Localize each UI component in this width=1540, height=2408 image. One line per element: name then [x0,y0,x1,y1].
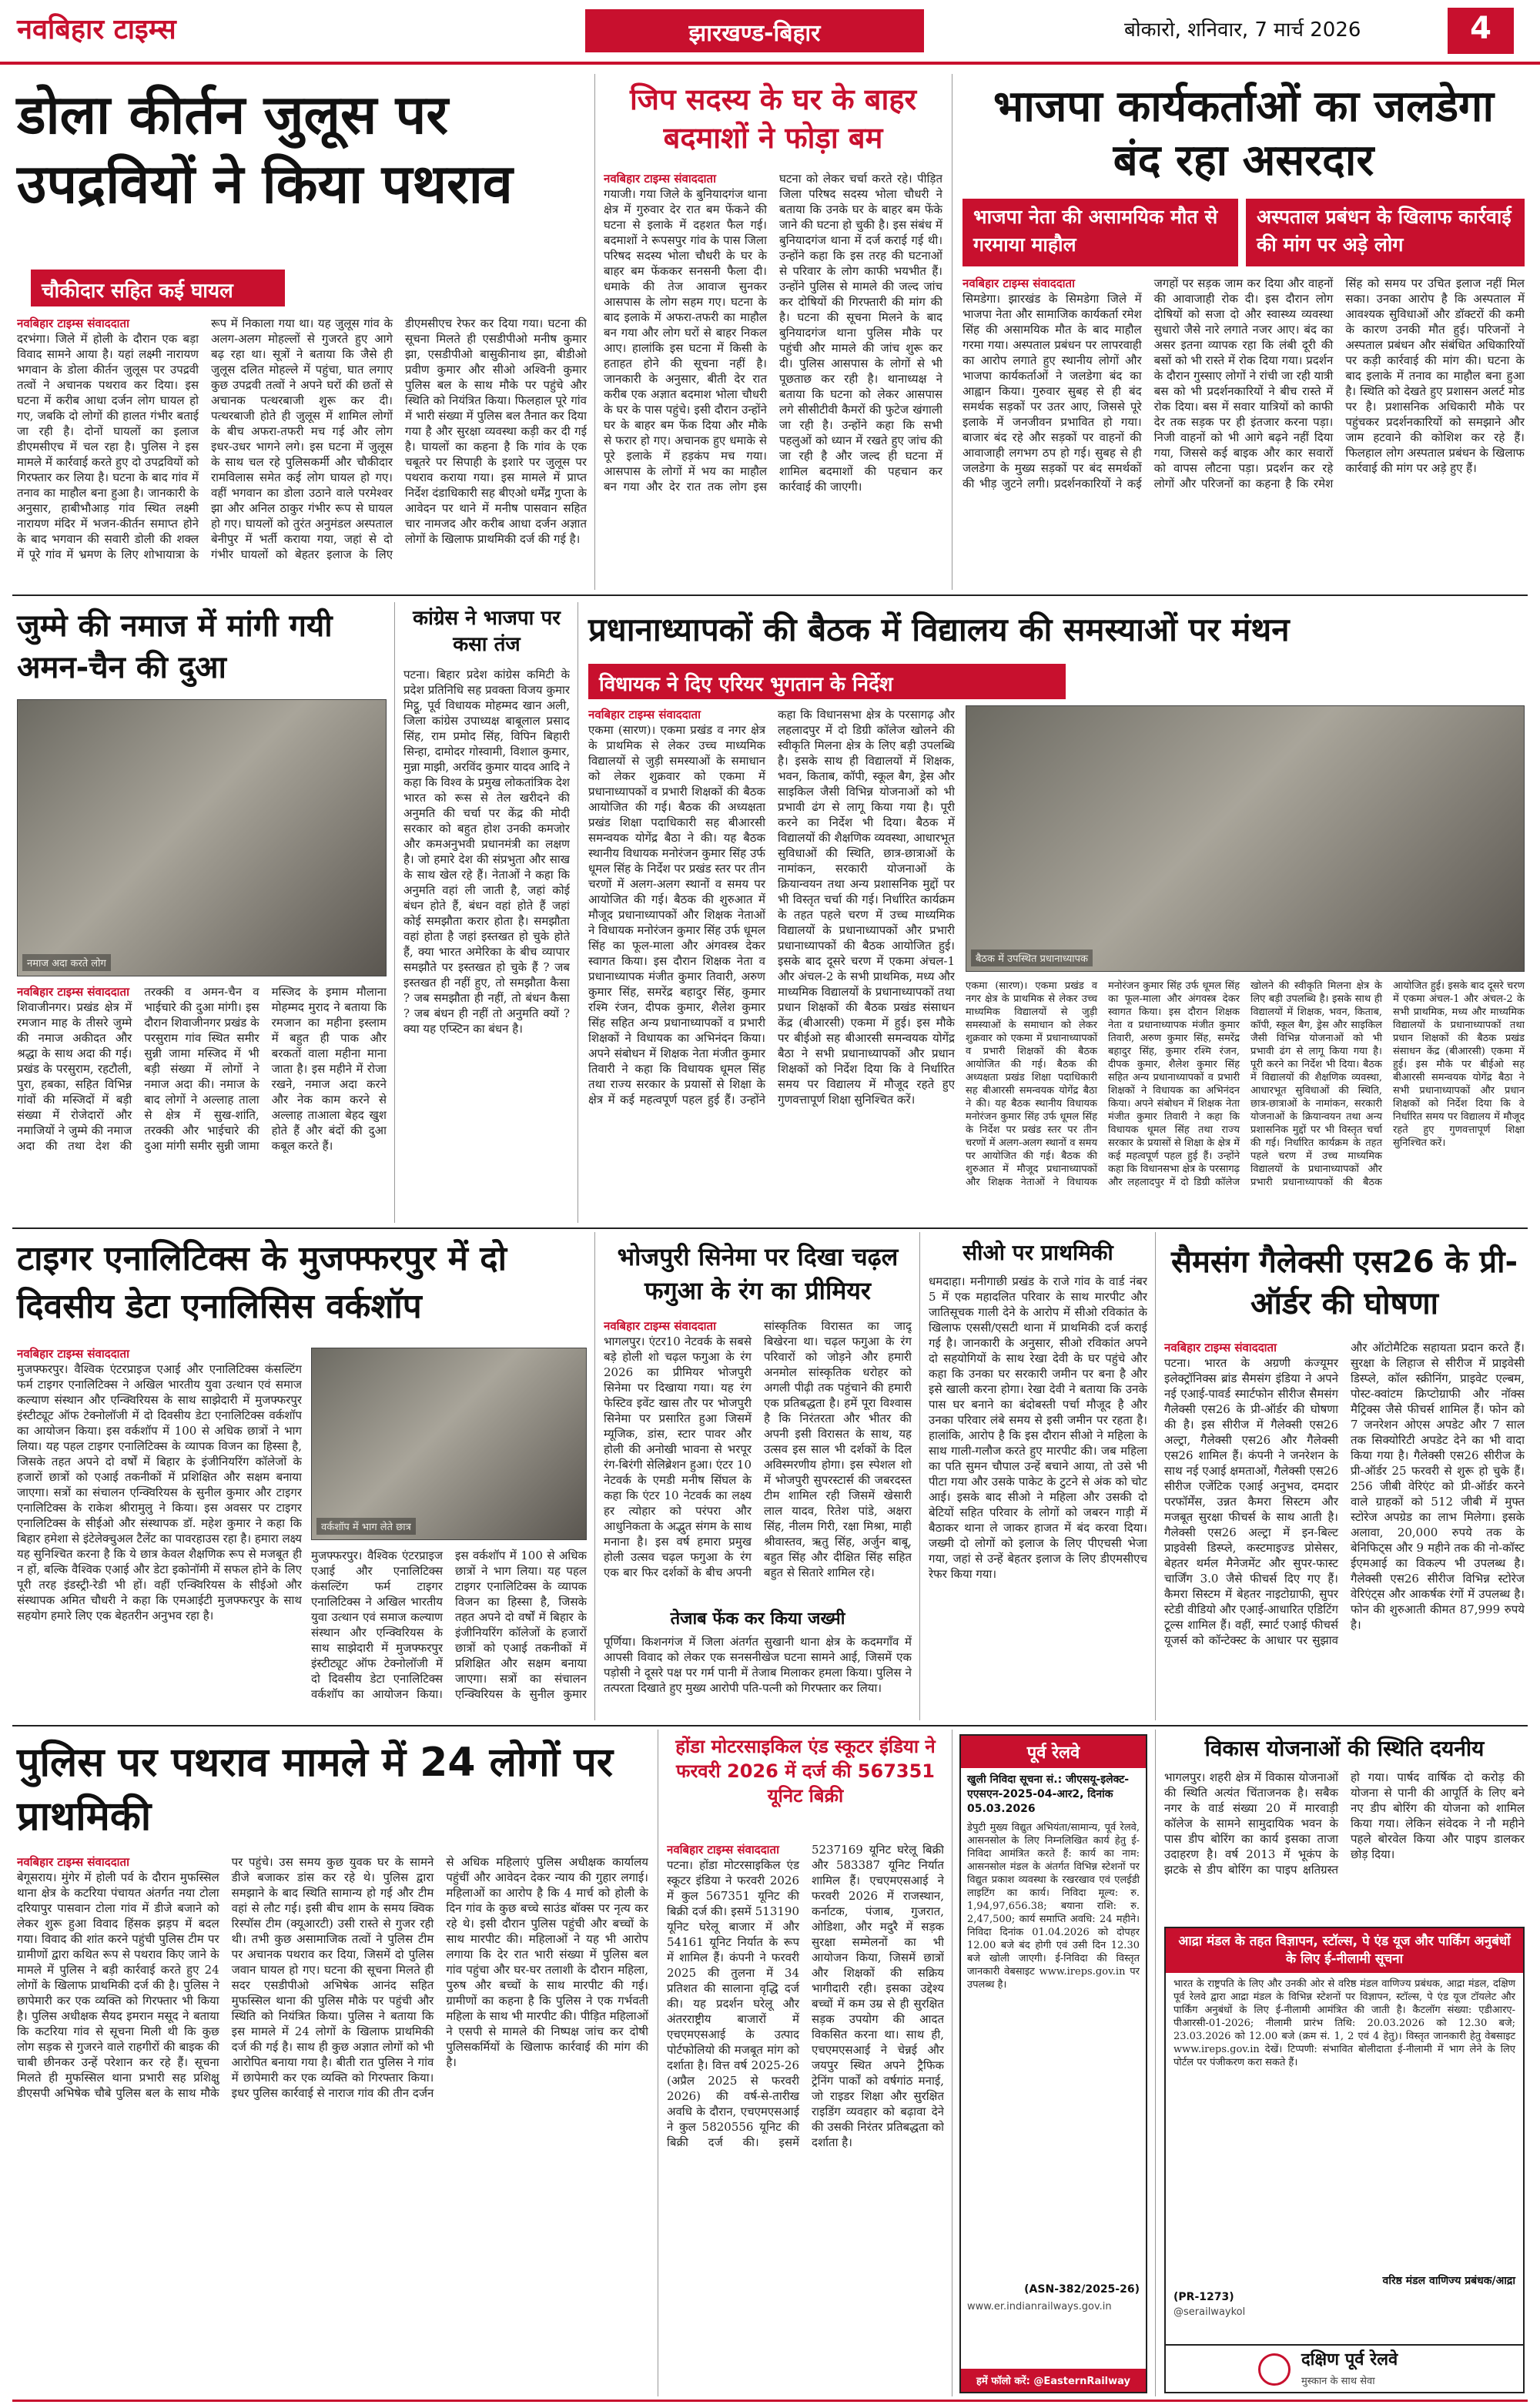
auction-sign: वरिष्ठ मंडल वाणिज्य प्रबंधक/आद्रा [1382,2275,1515,2287]
school-story-left [588,707,955,1215]
samsung-byline: नवबिहार टाइम्स संवाददाता [1164,1341,1277,1355]
bjp-subhead-2: अस्पताल प्रबंधन के खिलाफ कार्रवाई की मांग पर अड़े लोग [1246,199,1525,266]
col-divider [594,74,595,590]
tiger-body: मुजफ्फरपुर। वैश्विक एंटरप्राइज एआई और एनालिटिक्स कंसल्टिंग फर्म टाइगर एनालिटिक्स ने अखिल भारतीय युवा उत्थान एवं समाज कल्याण संस्थान और एन्क्विरियस के साथ साझेदारी में मुजफ्फरपुर इंस्टीट्यूट ऑफ टेक्नोलॉजी में दो दिवसीय डेटा एनालिटिक्स वर्कशॉप का आयोजन किया। इस वर्कशॉप में 100 से अधिक छात्रों ने भाग लिया। यह पहल टाइगर एनालिटिक्स के व्यापक विजन का हिस्सा है, जिसके तहत अपने दो वर्षों में बिहार के इंजीनियरिंग कॉलेजों के हजारों छात्रों को एआई तकनीकों में प्रशिक्षित और सक्षम बनाया जाएगा। सत्रों का संचालन एन्क्विरियस के सुनील कुमार और टाइगर एनालिटिक्स के राकेश श्रीरामुलु ने किया। इस अवसर पर टाइगर एनालिटिक्स के सीईओ और संस्थापक डॉ. महेश कुमार ने कहा कि बिहार हमेशा से इंटेलेक्चुअल टैलेंट का पावरहाउस रहा है। हमारा लक्ष्य यह सुनिश्चित करना है कि ये छात्र केवल शैक्षणिक रूप से मजबूत ही न हों, बल्कि वैश्विक एआई और डेटा इकोनॉमी में सफल होने के लिए पूरी तरह इंडस्ट्री-रेडी भी हों। वहीं एन्क्विरियस के सीईओ और संस्थापक अमित चौधरी ने कहा कि एमआईटी मुजफ्फरपुर के साथ सहयोग हमारे लिए एक बेहतरीन अनुभव रहा है। [17,1362,302,1623]
bjp-headline: भाजपा कार्यकर्ताओं का जलडेगा बंद रहा असरदार [993,82,1494,186]
page-bottom-rule [12,2400,1528,2402]
police-body: बेगूसराय। मुंगेर में होली पर्व के दौरान मुफस्सिल थाना क्षेत्र के कटरिया पंचायत अंतर्गत नया टोला दरियापुर पासवान टोला गांव में डीजे बजाने को लेकर शुरू हुआ विवाद हिंसक झड़प में बदल गया। विवाद की शांत करने पहुंची पुलिस टीम पर ग्रामीणों द्वारा कथित रूप से पथराव किए जाने के मामले में पुलिस ने बड़ी कार्रवाई करते हुए 24 लोगों के खिलाफ प्राथमिकी दर्ज की है। पुलिस ने छापेमारी कर एक व्यक्ति को गिरफ्तार भी किया है। पुलिस अधीक्षक सैयद इमरान मसूद ने बताया कि कटरिया गांव से सूचना मिली थी कि कुछ लोग सड़क से गुजरने वाले राहगीरों की बाइक की चाबी छीनकर उन्हें परेशान कर रहे हैं। सूचना मिलते ही मुफस्सिल थाना प्रभारी सह प्रशिक्षु डीएसपी अभिषेक चौबे पुलिस बल के साथ मौके पर पहुंचे। उस समय कुछ युवक घर के सामने डीजे बजाकर डांस कर रहे थे। पुलिस द्वारा समझाने के बाद स्थिति सामान्य हो गई और टीम वहां से लौट गई। इसी बीच शाम के समय क्विक रिस्पॉस टीम (क्यूआरटी) उसी रास्ते से गुजर रही थी। तभी कुछ असामाजिक तत्वों ने पुलिस टीम पर अचानक पथराव कर दिया, जिसमें दो पुलिस जवान घायल हो गए। घटना की सूचना मिलते ही सदर एसडीपीओ अभिषेक आनंद सहित मुफस्सिल थाना की पुलिस मौके पर पहुंची और स्थिति को नियंत्रित किया। पुलिस ने बताया कि इस मामले में 24 लोगों के खिलाफ प्राथमिकी दर्ज की गई है। साथ ही कुछ अज्ञात लोगों को भी आरोपित बनाया गया है। बीती रात पुलिस ने गांव में छापेमारी कर एक व्यक्ति को गिरफ्तार किया। इधर पुलिस कार्रवाई से नाराज गांव की तीन दर्जन से अधिक महिलाएं पुलिस अधीक्षक कार्यालय पहुंचीं और आवेदन देकर न्याय की गुहार लगाई। महिलाओं का आरोप है कि 4 मार्च को होली के दिन गांव के कुछ बच्चे साउंड बॉक्स पर नृत्य कर रहे थे। इसी दौरान पुलिस पहुंची और बच्चों के साथ मारपीट की। महिलाओं ने यह भी आरोप लगाया कि देर रात भारी संख्या में पुलिस बल गांव पहुंचा और घर-घर तलाशी के दौरान महिला, पुरुष और बच्चों के साथ मारपीट की गई। ग्रामीणों का कहना है कि पुलिस ने एक गर्भवती महिला के साथ भी मारपीट की। पीड़ित महिलाओं ने एसपी से मामले की निष्पक्ष जांच कर दोषी पुलिसकर्मियों के खिलाफ कार्रवाई की मांग की है। [17,1855,648,2100]
auction-heading: आद्रा मंडल के तहत विज्ञापन, स्टॉल्स, पे एंड यूज और पार्किंग अनुबंधों के लिए ई-नीलामी सूचना [1166,1928,1523,1973]
lead-story [17,316,587,585]
lead-headline: डोला कीर्तन जुलूस पर उपद्रवियों ने किया पथराव [17,83,513,216]
bjp-subhead-1: भाजपा नेता की असामयिक मौत से गरमाया माहौल [962,199,1238,266]
school-story-right [966,980,1525,1215]
section-banner: झारखण्ड-बिहार [585,9,924,52]
tender-title: पूर्व रेलवे [961,1736,1146,1768]
railway-logo-icon [1258,2353,1291,2386]
samsung-headline: सैमसंग गैलेक्सी एस26 के प्री-ऑर्डर की घोषणा [1170,1244,1518,1321]
school-subhead: विधायक ने दिए एरियर भुगतान के निर्देश [588,664,1066,699]
lead-byline: नवबिहार टाइम्स संवाददाता [17,316,129,330]
congress-headline: कांग्रेस ने भाजपा पर कसा तंज [413,607,561,656]
row-divider [12,1227,1528,1229]
tender-heading: खुली निविदा सूचना सं.: जीएसयू-इलेक्ट-एएसएन-2025-04-आर2, दिनांक 05.03.2026 [967,1773,1130,1815]
row-divider [12,1725,1528,1726]
col-divider [594,1232,595,1720]
bomb-story [604,171,942,587]
row-divider [12,594,1528,596]
bjp-body: सिमडेगा। झारखंड के सिमडेगा जिले में भाजपा नेता और सामाजिक कार्यकर्ता रमेश सिंह की असामयिक मौत के बाद माहौल गरमा गया। अस्पताल प्रबंधन पर लापरवाही का आरोप लगाते हुए स्थानीय लोगों और भाजपा कार्यकर्ताओं ने जलडेगा बंद का आह्वान किया। गुरुवार सुबह से ही बंद समर्थक सड़कों पर उतर आए, जिससे पूरे इलाके में जनजीवन प्रभावित हो गया। बाजार बंद रहे और सड़कों पर वाहनों की आवाजाही लगभग ठप हो गई। सुबह से ही जलडेगा के मुख्य सड़कों पर बंद समर्थकों की भीड़ जुटने लगी। प्रदर्शनकारियों ने कई जगहों पर सड़क जाम कर दिया और वाहनों की आवाजाही रोक दी। इस दौरान लोग दोषियों को सजा दो और स्वास्थ्य व्यवस्था सुधारो जैसे नारे लगाते नजर आए। बंद का असर इतना व्यापक रहा कि लंबी दूरी की बसों को भी रास्ते में रोक दिया गया। प्रदर्शन के दौरान गुस्साए लोगों ने रांची जा रही यात्री बस को भी प्रदर्शनकारियों ने बीच रास्ते में रोक दिया। बस में सवार यात्रियों को काफी देर तक सड़क पर ही इंतजार करना पड़ा। निजी वाहनों को भी आगे बढ़ने नहीं दिया गया, जिससे कई बाइक और कार सवारों को वापस लौटना पड़ा। प्रदर्शन कर रहे लोगों और परिजनों का कहना है कि रमेश सिंह को समय पर उचित इलाज नहीं मिल सका। उनका आरोप है कि अस्पताल में आवश्यक सुविधाओं और डॉक्टरों की कमी के कारण उनकी मौत हुई। परिजनों ने अस्पताल प्रबंधन और संबंधित अधिकारियों पर कड़ी कार्रवाई की मांग की। घटना के बाद इलाके में तनाव का माहौल बना हुआ है। स्थिति को देखते हुए प्रशासन अलर्ट मोड पर है। प्रशासनिक अधिकारी मौके पर पहुंचकर प्रदर्शनकारियों को समझाने और जाम हटवाने की कोशिश कर रहे हैं। फिलहाल लोग अस्पताल प्रबंधन के खिलाफ कार्रवाई की मांग पर अड़े हुए हैं। [962,276,1525,491]
school-headline: प्रधानाध्यापकों की बैठक में विद्यालय की समस्याओं पर मंथन [588,611,1290,648]
bhojpuri-headline: भोजपुरी सिनेमा पर दिखा चढ़ल फगुआ के रंग का प्रीमियर [617,1242,899,1305]
bhojpuri-body: भागलपुर। एंटर10 नेटवर्क के सबसे बड़े होली शो चढ़ल फगुआ के रंग 2026 का प्रीमियर भोजपुरी सिनेमा पर दिखाया गया। यह रंग फेस्टिव इवेंट खास तौर पर भोजपुरी सिनेमा पर प्रसारित हुआ जिसमें म्यूजिक, डांस, स्टार पावर और होली की अनोखी भावना से भरपूर रंग-बिरंगी सेलिब्रेशन हुआ। एंटर 10 नेटवर्क के एमडी मनीष सिंघल के कहा कि एंटर 10 नेटवर्क का लक्ष्य हर त्योहार को परंपरा और आधुनिकता के अद्भुत संगम के साथ मनाना है। इस वर्ष हमारा प्रमुख होली उत्सव चढ़ल फगुआ के रंग एक बार फिर दर्शकों के बीच अपनी सांस्कृतिक विरासत का जादू बिखेरना था। चढ़ल फगुआ के रंग परिवारों को जोड़ने और हमारी अनमोल सांस्कृतिक धरोहर को अगली पीढ़ी तक पहुंचाने की हमारी एक प्रतिबद्धता है। हमें पूरा विश्वास है कि निरंतरता और भीतर की अपनी इसी विरासत के साथ, यह उत्सव इस साल भी दर्शकों के दिल अविस्मरणीय होगा। इस स्पेशल शो में भोजपुरी सुपरस्टार्स की जबरदस्त टीम शामिल रही जिसमें खेसारी लाल यादव, रितेश पांडे, अक्षरा सिंह, नीलम गिरी, रक्षा मिश्रा, माही श्रीवास्तव, ऋतु सिंह, अर्जुन बाबू, बहुत सिंह और दीक्षित सिंह सहित बहुत से सितारे शामिल रहे। [604,1319,912,1579]
auction-code: (PR-1273) [1173,2290,1234,2303]
honda-story [667,1842,944,2393]
tender-code: (ASN-382/2025-26) [1024,2283,1140,2296]
railway-tagline: मुस्कान के साथ सेवा [1301,2376,1375,2387]
acid-body: पूर्णिया। किशनगंज में जिला अंतर्गत सुखानी थाना क्षेत्र के कदमगाँव में आपसी विवाद को लेकर एक सनसनीखेज घटना सामने आई, जिसमें एक पड़ोसी ने दूसरे पक्ष पर गर्म पानी में तेजाब मिलाकर हमला किया। पुलिस ने तत्परता दिखाते हुए मुख्य आरोपी पति-पत्नी को गिरफ्तार कर लिया। [604,1635,912,1695]
bjp-story [962,276,1525,587]
namaz-photo [17,699,387,976]
bjp-byline: नवबिहार टाइम्स संवाददाता [962,276,1075,290]
namaz-headline: जुम्मे की नमाज में मांगी गयी अमन-चैन की दुआ [17,608,333,685]
samsung-story [1164,1340,1525,1716]
col-divider [919,1232,920,1720]
namaz-byline: नवबिहार टाइम्स संवाददाता [17,985,129,999]
col-divider [394,602,395,1223]
page-number: 4 [1448,8,1514,54]
honda-body: पटना। होंडा मोटरसाइकिल एंड स्कूटर इंडिया ने फरवरी 2026 में कुल 567351 यूनिट की बिक्री दर्ज की। इसमें 513190 यूनिट घरेलू बाजार में और 54161 यूनिट निर्यात के रूप में शामिल हैं। कंपनी ने फरवरी 2025 की तुलना में 34 प्रतिशत की सालाना वृद्धि दर्ज की। यह प्रदर्शन घरेलू और अंतरराष्ट्रीय बाजारों में एचएमएसआई के उत्पाद पोर्टफोलियो की मजबूत मांग को दर्शाता है। वित्त वर्ष 2025-26 (अप्रैल 2025 से फरवरी 2026) की वर्ष-से-तारीख अवधि के दौरान, एचएमएसआई ने कुल 5820556 यूनिट की बिक्री दर्ज की। इसमें 5237169 यूनिट घरेलू बिक्री और 583387 यूनिट निर्यात शामिल हैं। एचएमएसआई ने फरवरी 2026 में राजस्थान, कर्नाटक, पंजाब, गुजरात, ओडिशा, और मदुरै में सड़क सुरक्षा सम्मेलनों का भी आयोजन किया, जिसमें छात्रों और शिक्षकों की सक्रिय भागीदारी रही। इसका उद्देश्य बच्चों में कम उम्र से ही सुरक्षित सड़क उपयोग की आदत विकसित करना था। साथ ही, एचएमएसआई ने चेन्नई और जयपुर स्थित अपने ट्रैफिक ट्रेनिंग पार्कों को वर्षगांठ मनाई, जो राइडर शिक्षा और सुरक्षित राइडिंग व्यवहार को बढ़ावा देने की उसकी निरंतर प्रतिबद्धता को दर्शाता है। [667,1843,944,2149]
school-photo [966,705,1525,972]
tiger-byline: नवबिहार टाइम्स संवाददाता [17,1347,129,1361]
school-body: एकमा (सारण)। एकमा प्रखंड व नगर क्षेत्र के प्राथमिक से लेकर उच्च माध्यमिक विद्यालयों से जुड़ी समस्याओं के समाधान को लेकर शुक्रवार को एकमा में प्रधानाध्यापकों व प्रभारी शिक्षकों की बैठक आयोजित की गई। बैठक की अध्यक्षता प्रखंड शिक्षा पदाधिकारी सह बीआरसी समन्वयक योगेंद्र बैठा ने की। यह बैठक स्थानीय विधायक मनोरंजन कुमार सिंह उर्फ धूमल सिंह के निर्देश पर प्रखंड स्तर पर तीन चरणों में अलग-अलग स्थानों व समय पर आयोजित की गई। बैठक की शुरुआत में मौजूद प्रधानाध्यापकों और शिक्षक नेताओं ने विधायक मनोरंजन कुमार सिंह उर्फ धूमल सिंह का फूल-माला और अंगवस्त्र देकर स्वागत किया। इस दौरान शिक्षक नेता व प्रधानाध्यापक मंजीत कुमार तिवारी, अरुण कुमार सिंह, समरेंद्र बहादुर सिंह, कुमार रश्मि रंजन, दीपक कुमार, शैलेश कुमार सिंह सहित अन्य प्रधानाध्यापकों व प्रभारी शिक्षकों ने विधायक का अभिनंदन किया। अपने संबोधन में शिक्षक नेता मंजीत कुमार तिवारी ने कहा कि विधायक धूमल सिंह तथा राज्य सरकार के प्रयासों से शिक्षा के क्षेत्र में कई महत्वपूर्ण पहल हुई हैं। उन्होंने कहा कि विधानसभा क्षेत्र के परसागढ़ और लहलादपुर में दो डिग्री कॉलेज खोलने की स्वीकृति मिलना क्षेत्र के लिए बड़ी उपलब्धि है। इसके साथ ही विद्यालयों में शिक्षक, भवन, किताब, कॉपी, स्कूल बैग, ड्रेस और साइकिल जैसी विभिन्न योजनाओं को भी प्रभावी ढंग से लागू किया गया है। पूरी करने का निर्देश भी दिया। बैठक में विद्यालयों की शैक्षणिक व्यवस्था, आधारभूत सुविधाओं की स्थिति, छात्र-छात्राओं के नामांकन, सरकारी योजनाओं के क्रियान्वयन तथा अन्य प्रशासनिक मुद्दों पर भी विस्तृत चर्चा की गई। निर्धारित कार्यक्रम के तहत पहले चरण में उच्च माध्यमिक विद्यालयों के प्रधानाध्यापकों और प्रभारी प्रधानाध्यापकों की बैठक आयोजित हुई। इसके बाद दूसरे चरण में एकमा अंचल-1 और अंचल-2 के सभी प्राथमिक, मध्य और माध्यमिक विद्यालयों के प्रधानाध्यापकों तथा प्रधान शिक्षकों की बैठक प्रखंड संसाधन केंद्र (बीआरसी) एकमा में हुई। इस मौके पर बीईओ सह बीआरसी समन्वयक योगेंद्र बैठा ने सभी प्रधानाध्यापकों और प्रधान शिक्षकों को निर्देश दिया कि वे निर्धारित समय पर विद्यालय में मौजूद रहते हुए गुणवत्तापूर्ण शिक्षा सुनिश्चित करें। [588,708,955,1107]
tender-site: www.er.indianrailways.gov.in [967,2300,1112,2313]
issue-date: बोकारो, शनिवार, 7 मार्च 2026 [1124,18,1361,42]
tiger-headline: टाइगर एनालिटिक्स के मुजफ्फरपुर में दो दिवसीय डेटा एनालिसिस वर्कशॉप [17,1239,507,1326]
bomb-body: गयाजी। गया जिले के बुनियादगंज थाना क्षेत्र में गुरुवार देर रात बम फेंकने की घटना से इलाके में दहशत फैल गई। बदमाशों ने रूपसपुर गांव के पास जिला परिषद सदस्य भोला चौधरी के घर के बाहर बम फेंककर सनसनी फैला दी। धमाके की तेज आवाज सुनकर आसपास के लोग सहम गए। घटना के बाद इलाके में अफरा-तफरी का माहौल बन गया और लोग घरों से बाहर निकल आए। हालांकि इस घटना में किसी के हताहत होने की सूचना नहीं है। जानकारी के अनुसार, बीती देर रात करीब एक अज्ञात बदमाश भोला चौधरी के घर के पास पहुंचे। इसी दौरान उन्होंने घर के बाहर बम फेंक दिया और मौके से फरार हो गए। अचानक हुए धमाके से पूरे इलाके में हड़कंप मच गया। आसपास के लोगों में भय का माहौल बन गया और देर रात तक लोग इस घटना को लेकर चर्चा करते रहे। पीड़ित जिला परिषद सदस्य भोला चौधरी ने बताया कि उनके घर के बाहर बम फेंके जाने की घटना हो चुकी है। इस संबंध में बुनियादगंज थाना में दर्ज कराई गई थी। उन्होंने कहा कि इस तरह की घटनाओं से परिवार के लोग काफी भयभीत हैं। उन्होंने पुलिस से मामले की जल्द जांच कर दोषियों की गिरफ्तारी की मांग की है। घटना की सूचना मिलने के बाद बुनियादगंज थाना पुलिस मौके पर पहुंची और मामले की जांच शुरू कर दी। पुलिस आसपास के लोगों से भी पूछताछ कर रही है। थानाध्यक्ष ने बताया कि घटना को लेकर आसपास लगे सीसीटीवी कैमरों की फुटेज खंगाली जा रही है। उन्होंने कहा कि सभी पहलुओं को ध्यान में रखते हुए जांच की जा रही है और जल्द ही घटना में शामिल बदमाशों की पहचान कर कार्रवाई की जाएगी। [604,172,942,494]
tiger-story-right [311,1548,587,1716]
tiger-story-left [17,1346,302,1716]
paper-name: नवबिहार टाइम्स [17,14,176,45]
auction-body: भारत के राष्ट्रपति के लिए और उनकी ओर से वरिष्ठ मंडल वाणिज्य प्रबंधक, आद्रा मंडल, दक्षिण पूर्व रेलवे द्वारा आद्रा मंडल के विभिन्न स्टेशनों पर विज्ञापन, स्टॉल्स, पे एंड यूज टॉयलेट और पार्किंग अनुबंधों के लिए ई-नीलामी आमंत्रित की जाती है। कैटलॉग संख्या: एडीआरए-पीआरसी-01-2026; नीलामी प्रारंभ तिथि: 20.03.2026 को 12.30 बजे; 23.03.2026 को 12.00 बजे (क्रम सं. 1, 2 एवं 4 हेतु)। विस्तृत जानकारी हेतु वेबसाइट www.ireps.gov.in देखें। टिप्पणी: संभावित बोलीदाता ई-नीलामी में भाग लेने के लिए पोर्टल पर पंजीकरण करा सकते हैं। [1173,1978,1515,2068]
samsung-body: पटना। भारत के अग्रणी कंज्यूमर इलेक्ट्रॉनिक्स ब्रांड सैमसंग इंडिया ने अपने नई एआई-पावर्ड स्मार्टफोन सीरीज सैमसंग गैलेक्सी एस26 के प्री-ऑर्डर की घोषणा की है। इस सीरीज में गैलेक्सी एस26 अल्ट्रा, गैलेक्सी एस26 और गैलेक्सी एस26 शामिल हैं। कंपनी ने जनरेशन के साथ नई एआई क्षमताओं, गैलेक्सी एस26 सीरीज एजेंटिक एआई अनुभव, दमदार परफॉर्मेंस, उन्नत कैमरा सिस्टम और मजबूत सुरक्षा फीचर्स के साथ आती है। गैलेक्सी एस26 अल्ट्रा में इन-बिल्ट प्राइवेसी डिस्प्ले, कस्टमाइज्ड प्रोसेसर, बेहतर थर्मल मैनेजमेंट और सुपर-फास्ट चार्जिंग 3.0 जैसे फीचर्स दिए गए हैं। कैमरा सिस्टम में बेहतर नाइटोग्राफी, सुपर स्टेडी वीडियो और एआई-आधारित एडिटिंग टूल्स शामिल हैं। वहीं, स्मार्ट एआई फीचर्स यूजर्स को कॉन्टेक्स्ट के आधार पर सुझाव और ऑटोमैटिक सहायता प्रदान करते हैं। सुरक्षा के लिहाज से सीरीज में प्राइवेसी डिस्प्ले, कॉल स्क्रीनिंग, प्राइवेट एल्बम, पोस्ट-क्वांटम क्रिप्टोग्राफी और नॉक्स मैट्रिक्स जैसे फीचर्स शामिल हैं। फोन को 7 जनरेशन ओएस अपडेट और 7 साल तक सिक्योरिटी अपडेट देने का भी वादा किया गया है। गैलेक्सी एस26 सीरीज के प्री-ऑर्डर 25 फरवरी से शुरू हो चुके हैं। 256 जीबी वेरिएंट को प्री-ऑर्डर करने वाले ग्राहकों को 512 जीबी में मुफ्त स्टोरेज अपग्रेड का लाभ मिलेगा। इसके अलावा, 20,000 रुपये तक के बेनिफिट्स और 9 महीने तक की नो-कॉस्ट ईएमआई का विकल्प भी उपलब्ध है। गैलेक्सी एस26 सीरीज विभिन्न स्टोरेज वेरिएंट्स और आकर्षक रंगों में उपलब्ध है। फोन की शुरुआती कीमत 87,999 रुपये है। [1164,1341,1525,1647]
tiger-photo-caption: वर्कशॉप में भाग लेते छात्र [316,1518,416,1535]
honda-headline: होंडा मोटरसाइकिल एंड स्कूटर इंडिया ने फरवरी 2026 में दर्ज की 567351 यूनिट बिक्री [675,1736,936,1807]
tiger-photo [311,1348,587,1540]
tiger-body-continued: मुजफ्फरपुर। वैश्विक एंटरप्राइज एआई और एनालिटिक्स कंसल्टिंग फर्म टाइगर एनालिटिक्स ने अखिल भारतीय युवा उत्थान एवं समाज कल्याण संस्थान और एन्क्विरियस के साथ साझेदारी में मुजफ्फरपुर इंस्टीट्यूट ऑफ टेक्नोलॉजी में दो दिवसीय डेटा एनालिटिक्स वर्कशॉप का आयोजन किया। इस वर्कशॉप में 100 से अधिक छात्रों ने भाग लिया। यह पहल टाइगर एनालिटिक्स के व्यापक विजन का हिस्सा है, जिसके तहत अपने दो वर्षों में बिहार के इंजीनियरिंग कॉलेजों के हजारों छात्रों को एआई तकनीकों में प्रशिक्षित और सक्षम बनाया जाएगा। सत्रों का संचालन एन्क्विरियस के सुनील कुमार [311,1549,587,1701]
congress-body: पटना। बिहार प्रदेश कांग्रेस कमिटी के प्रदेश प्रतिनिधि सह प्रवक्ता विजय कुमार मिट्ठू, पूर्व विधायक मोहम्मद खान अली, जिला कांग्रेस उपाध्यक्ष बाबूलाल प्रसाद सिंह, राम प्रमोद सिंह, विपिन बिहारी सिन्हा, दामोदर गोस्वामी, विशाल कुमार, मुन्ना माझी, अरविंद कुमार यादव आदि ने कहा कि विश्व के प्रमुख लोकतांत्रिक देश भारत को रूस से तेल खरीदने की अनुमति की चर्चा पर केंद्र की मोदी सरकार को बहुत होश उनकी कमजोर और कमअनुभवी प्रधानमंत्री का लक्षण है। जो हमारे देश की संप्रभुता और साख के साथ खेल रहे हैं। नेताओं ने कहा कि अनुमति वहां ली जाती है, जहां कोई बंधन होते हैं, बंधन वहां होते हैं जहां कोई समझौता करार होता है। समझौता वहां होता है जहां इस्तखत हो चुके होते हैं, क्या भारत अमेरिका के बीच व्यापार समझौते पर इस्तखत हो चुके हैं ? जब इस्तखत ही नहीं हुए, तो समझौता कैसा ? जब समझौता ही नहीं, तो बंधन कैसा ? जब बंधन ही नहीं तो अनुमति क्यों ? क्या यह एप्स्टिन का बंधन है। [403,668,570,1036]
school-body-continued: एकमा (सारण)। एकमा प्रखंड व नगर क्षेत्र के प्राथमिक से लेकर उच्च माध्यमिक विद्यालयों से जुड़ी समस्याओं के समाधान को लेकर शुक्रवार को एकमा में प्रधानाध्यापकों व प्रभारी शिक्षकों की बैठक आयोजित की गई। बैठक की अध्यक्षता प्रखंड शिक्षा पदाधिकारी सह बीआरसी समन्वयक योगेंद्र बैठा ने की। यह बैठक स्थानीय विधायक मनोरंजन कुमार सिंह उर्फ धूमल सिंह के निर्देश पर प्रखंड स्तर पर तीन चरणों में अलग-अलग स्थानों व समय पर आयोजित की गई। बैठक की शुरुआत में मौजूद प्रधानाध्यापकों और शिक्षक नेताओं ने विधायक मनोरंजन कुमार सिंह उर्फ धूमल सिंह का फूल-माला और अंगवस्त्र देकर स्वागत किया। इस दौरान शिक्षक नेता व प्रधानाध्यापक मंजीत कुमार तिवारी, अरुण कुमार सिंह, समरेंद्र बहादुर सिंह, कुमार रश्मि रंजन, दीपक कुमार, शैलेश कुमार सिंह सहित अन्य प्रधानाध्यापकों व प्रभारी शिक्षकों ने विधायक का अभिनंदन किया। अपने संबोधन में शिक्षक नेता मंजीत कुमार तिवारी ने कहा कि विधायक धूमल सिंह तथा राज्य सरकार के प्रयासों से शिक्षा के क्षेत्र में कई महत्वपूर्ण पहल हुई हैं। उन्होंने कहा कि विधानसभा क्षेत्र के परसागढ़ और लहलादपुर में दो डिग्री कॉलेज खोलने की स्वीकृति मिलना क्षेत्र के लिए बड़ी उपलब्धि है। इसके साथ ही विद्यालयों में शिक्षक, भवन, किताब, कॉपी, स्कूल बैग, ड्रेस और साइकिल जैसी विभिन्न योजनाओं को भी प्रभावी ढंग से लागू किया गया है। पूरी करने का निर्देश भी दिया। बैठक में विद्यालयों की शैक्षणिक व्यवस्था, आधारभूत सुविधाओं की स्थिति, छात्र-छात्राओं के नामांकन, सरकारी योजनाओं के क्रियान्वयन तथा अन्य प्रशासनिक मुद्दों पर भी विस्तृत चर्चा की गई। निर्धारित कार्यक्रम के तहत पहले चरण में उच्च माध्यमिक विद्यालयों के प्रधानाध्यापकों और प्रभारी प्रधानाध्यापकों की बैठक आयोजित हुई। इसके बाद दूसरे चरण में एकमा अंचल-1 और अंचल-2 के सभी प्राथमिक, मध्य और माध्यमिक विद्यालयों के प्रधानाध्यापकों तथा प्रधान शिक्षकों की बैठक प्रखंड संसाधन केंद्र (बीआरसी) एकमा में हुई। इस मौके पर बीईओ सह बीआरसी समन्वयक योगेंद्र बैठा ने सभी प्रधानाध्यापकों और प्रधान शिक्षकों को निर्देश दिया कि वे निर्धारित समय पर विद्यालय में मौजूद रहते हुए गुणवत्तापूर्ण शिक्षा सुनिश्चित करें। [966,980,1525,1188]
honda-byline: नवबिहार टाइम्स संवाददाता [667,1843,779,1857]
bomb-byline: नवबिहार टाइम्स संवाददाता [604,172,716,186]
lead-subhead: चौकीदार सहित कई घायल [31,270,285,306]
namaz-photo-caption: नमाज अदा करते लोग [22,954,111,971]
police-byline: नवबिहार टाइम्स संवाददाता [17,1855,129,1869]
tender-social: हमें फॉलो करें: @EasternRailway [961,2369,1146,2392]
dev-body: भागलपुर। शहरी क्षेत्र में विकास योजनाओं की स्थिति अत्यंत चिंताजनक है। सबैक नगर के वार्ड संख्या 20 में मारवाड़ी कॉलेज के सामने सामुदायिक भवन के पास डीप बोरिंग का कार्य इसका ताजा उदाहरण है। वर्ष 2013 में भूकंप के झटके से डीप बोरिंग का पाइप क्षतिग्रस्त हो गया। पार्षद वार्षिक दो करोड़ की योजना से पानी की आपूर्ति के लिए बने नए डीप बोरिंग की योजना को शामिल किया गया। लेकिन संवेदक ने नौ महीने पहले बोरवेल किया और पाइप डालकर छोड़ दिया। [1164,1770,1525,1877]
dev-headline: विकास योजनाओं की स्थिति दयनीय [1204,1736,1485,1761]
co-headline: सीओ पर प्राथमिकी [962,1240,1113,1265]
namaz-body: शिवाजीनगर। प्रखंड क्षेत्र में रमजान माह के तीसरे जुम्मे की नमाज अकीदत और श्रद्धा के साथ अदा की गई। प्रखंड के परसुराम, रहटौली, पुरा, हबका, सहित विभिन्न गांवों की मस्जिदों में बड़ी संख्या में रोजेदारों और नमाजियों ने जुम्मे की नमाज अदा की तथा देश की तरक्की व अमन-चैन व भाईचारे की दुआ मांगी। इस दौरान शिवाजीनगर प्रखंड के परसुराम गांव स्थित समीर सुन्नी जामा मस्जिद में भी बड़ी संख्या में लोगों ने नमाज अदा की। नमाज के बाद लोगों ने अल्लाह ताला से क्षेत्र में सुख-शांति, तरक्की और भाईचारे की दुआ मांगी समीर सुन्नी जामा मस्जिद के इमाम मौलाना मोहम्मद मुराद ने बताया कि रमजान का महीना इस्लाम में बहुत ही पाक और बरकतों वाला महीना माना जाता है। इस महीने में रोजा रखने, नमाज अदा करने और नेक काम करने से अल्लाह ताआला बेहद खुश होते हैं और बंदों की दुआ कबूल करते हैं। [17,985,387,1153]
police-story [17,1854,648,2393]
bhojpuri-story [604,1318,912,1603]
eastern-railway-tender [959,1734,1147,2393]
railway-footer [1166,2344,1523,2392]
se-railway-auction [1164,1927,1525,2393]
bomb-headline: जिप सदस्य के घर के बाहर बदमाशों ने फोड़ा बम [629,82,917,155]
lead-body: दरभंगा। जिले में होली के दौरान एक बड़ा विवाद सामने आया है। यहां लक्ष्मी नारायण भगवान के डोला कीर्तन जुलूस पर उपद्रवी तत्वों ने अचानक पथराव कर दिया। इस घटना में करीब आधा दर्जन लोग घायल हो गए, जबकि दो लोगों की हालत गंभीर बताई जा रही है। दोनों घायलों का इलाज डीएमसीएच में चल रहा है। पुलिस ने इस मामले में कार्रवाई करते हुए दो उपद्रवियों को गिरफ्तार कर लिया है। घटना के बाद गांव में तनाव का माहौल बना हुआ है। जानकारी के अनुसार, हाबीभौआड़ गांव स्थित लक्ष्मी नारायण मंदिर में भजन-कीर्तन समाप्त होने के बाद भगवान की सवारी डोली की शक्ल में पूरे गांव में भ्रमण के लिए शोभायात्रा के रूप में निकाला गया था। यह जुलूस गांव के अलग-अलग मोहल्लों से गुजरते हुए आगे बढ़ रहा था। सूत्रों ने बताया कि जैसे ही जुलूस दलित मोहल्ले में पहुंचा, घात लगाए कुछ उपद्रवी तत्वों ने अपने घरों की छतों से अचानक पत्थरबाजी शुरू कर दी। पत्थरबाजी होते ही जुलूस में शामिल लोगों के बीच अफरा-तफरी मच गई और लोग इधर-उधर भागने लगे। इस घटना में जुलूस के साथ चल रहे पुलिसकर्मी और चौकीदार रामविलास समेत कई लोग घायल हो गए। वहीं भगवान का डोला उठाने वाले परमेश्वर झा और अनिल ठाकुर गंभीर रूप से घायल हो गए। घायलों को तुरंत अनुमंडल अस्पताल बेनीपुर में भर्ती कराया गया, जहां से दो गंभीर घायलों को बेहतर इलाज के लिए डीएमसीएच रेफर कर दिया गया। घटना की सूचना मिलते ही एसडीपीओ मनीष कुमार झा, एसडीपीओ बासुकीनाथ झा, बीडीओ प्रवीण कुमार और सीओ अश्विनी कुमार पुलिस बल के साथ मौके पर पहुंचे और स्थिति को नियंत्रित किया। फिलहाल पूरे गांव में भारी संख्या में पुलिस बल तैनात कर दिया गया है और सुरक्षा व्यवस्था कड़ी कर दी गई है। घायलों का कहना है कि गांव के एक चबूतरे पर सिपाही के इशारे पर जुलूस पर पथराव कराया गया। इस मामले में प्राप्त निर्देश दंडाधिकारी सह बीएओ धर्मेंद्र गुप्ता के आवेदन पर थाने में मनीष पासवान सहित चार नामजद और करीब आधा दर्जन अज्ञात लोगों के खिलाफ प्राथमिकी दर्ज की गई है। [17,316,587,561]
tender-body: डेपुटी मुख्य विद्युत अभियंता/सामान्य, पूर्व रेलवे, आसनसोल के लिए निम्नलिखित कार्य हेतु ई-निविदा आमंत्रित करते हैं: कार्य का नाम: आसनसोल मंडल के अंतर्गत विभिन्न स्टेशनों पर विद्युत प्रकाश व्यवस्था के रखरखाव एवं एलईडी लाइटिंग का कार्य। निविदा मूल्य: रु. 1,94,97,656.38; बयाना राशि: रु. 2,47,500; कार्य समाप्ति अवधि: 24 महीने। निविदा दिनांक 01.04.2026 को दोपहर 12.00 बजे बंद होगी एवं उसी दिन 12.30 बजे खोली जाएगी। ई-निविदा की विस्तृत जानकारी वेबसाइट www.ireps.gov.in पर उपलब्ध है। [967,1822,1140,1991]
school-photo-caption: बैठक में उपस्थित प्रधानाध्यापक [971,949,1093,966]
auction-social: @serailwaykol [1173,2306,1246,2319]
co-body: धमदाहा। मनीगाछी प्रखंड के राजे गांव के वार्ड नंबर 5 में एक महादलित परिवार के साथ मारपीट और जातिसूचक गाली देने के आरोप में सीओ रविकांत के खिलाफ एससी/एसटी थाना में प्राथमिकी दर्ज कराई गई है। जानकारी के अनुसार, सीओ रविकांत अपने दो सहयोगियों के साथ रेखा देवी के घर पहुंचे और कहा कि उनका घर सरकारी जमीन पर बना है और इसे खाली करना होगा। रेखा देवी ने बताया कि उनके पास घर बनाने का बंदोबस्ती पर्चा मौजूद है और उनका परिवार लंबे समय से इसी जमीन पर रहता है। हालांकि, आरोप है कि इस दौरान सीओ ने महिला के साथ गाली-गलौज करते हुए मारपीट की। जब महिला का पति सुमन चौपाल उन्हें बचाने आया, तो उसे भी पीटा गया और उसके पाकेट के टुटने से अंक को चोट आई। इसके बाद सीओ ने महिला और उसकी दो बेटियों सहित परिवार के लोगों को जबरन गाड़ी में बैठाकर थाना ले जाकर हाजत में बंद करवा दिया। जख्मी दो लोगों को इलाज के लिए पीएचसी भेजा गया, जहां से उन्हें बेहतर इलाज के लिए डीएमसीएच रेफर किया गया। [929,1274,1147,1581]
railway-name: दक्षिण पूर्व रेलवे [1301,2350,1398,2369]
masthead [0,0,1540,65]
col-divider [1155,1730,1156,2396]
police-headline: पुलिस पर पथराव मामले में 24 लोगों पर प्राथमिकी [17,1740,614,1840]
col-divider [1155,1232,1156,1720]
school-byline: नवबिहार टाइम्स संवाददाता [588,708,701,722]
bhojpuri-byline: नवबिहार टाइम्स संवाददाता [604,1319,716,1333]
acid-subhead: तेजाब फेंक कर किया जख्मी [670,1609,845,1629]
namaz-story [17,984,387,1215]
